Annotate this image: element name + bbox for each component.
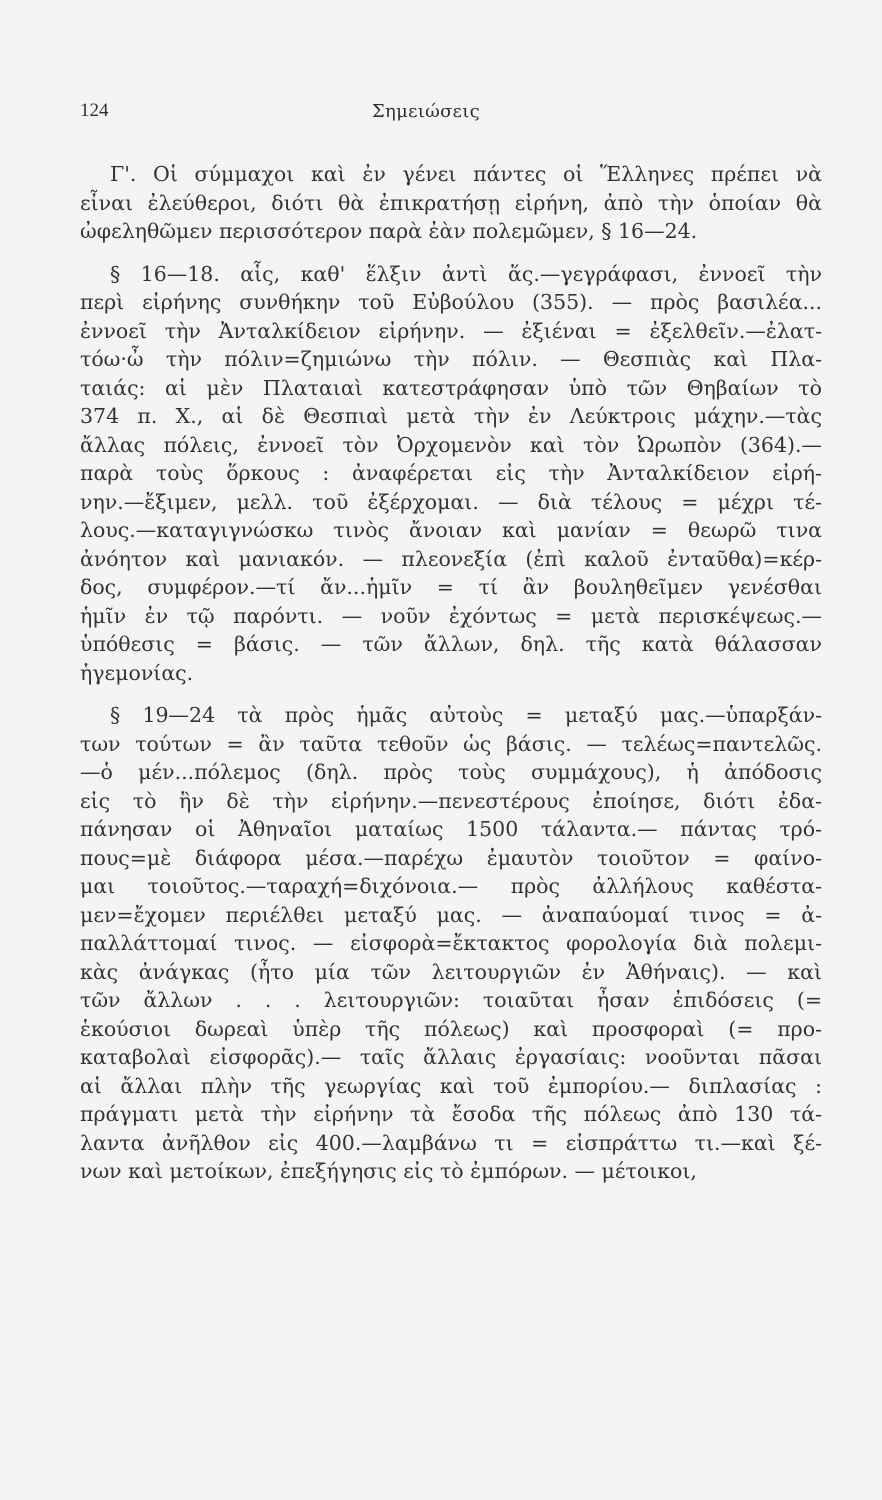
text-line: πράγματι μετὰ τὴν εἰρήνην τὰ ἔσοδα τῆς πόλεως ἀπὸ 130 τά- [80,1102,822,1126]
page-number: 124 [80,100,109,121]
page-header [80,100,800,130]
running-title: Σημειώσεις [372,101,481,122]
text-line: ὠφεληθῶμεν περισσότερον παρὰ ἐὰν πολεμῶμεν, § 16—24. [80,219,698,243]
text-line: λαντα ἀνῆλθον εἰς 400.—λαμβάνω τι = εἰσπράττω τι.—καὶ ξέ- [80,1130,822,1155]
text-line: λους.—καταγιγνώσκω τινὸς ἄνοιαν καὶ μανίαν = θεωρῶ τινα [80,518,822,542]
text-line: ἀνόητον καὶ μανιακόν. — πλεονεξία (ἐπὶ καλοῦ ἐνταῦθα)=κέρ- [80,546,822,571]
text-line: παλλάττομαί τινος. — εἰσφορὰ=ἔκτακτος φορολογία διὰ πολεμι- [80,931,822,955]
text-line: κὰς ἀνάγκας (ἦτο μία τῶν λειτουργιῶν ἐν Ἀθήναις). — καὶ [80,959,822,984]
text-line: ταιάς: αἱ μὲν Πλαταιαὶ κατεστράφησαν ὑπὸ τῶν Θηβαίων τὸ [80,375,822,400]
text-line: § 16—18. αἷς, καθ' ἕλξιν ἀντὶ ἅς.—γεγράφασι, ἐννοεῖ τὴν [110,261,822,286]
text-line: ἑκούσιοι δωρεαὶ ὑπὲρ τῆς πόλεως) καὶ προσφοραὶ (= προ- [80,1016,822,1041]
paragraph-3 [80,701,822,1186]
text-line: πάνησαν οἱ Ἀθηναῖοι ματαίως 1500 τάλαντα.— πάντας τρό- [80,817,822,841]
text-line: καταβολαὶ εἰσφορᾶς).— ταῖς ἄλλαις ἐργασίαις: νοοῦνται πᾶσαι [80,1045,822,1069]
notes-body [80,160,822,1200]
text-line: ἡγεμονίας. [80,660,194,685]
text-line: ἐννοεῖ τὴν Ἀνταλκίδειον εἰρήνην. — ἐξιέναι = ἐξελθεῖν.—ἐλατ- [80,318,822,343]
text-line: ὑπόθεσις = βάσις. — τῶν ἄλλων, δηλ. τῆς κατὰ θάλασσαν [80,632,822,656]
text-line: εἰς τὸ ἣν δὲ τὴν εἰρήνην.—πενεστέρους ἐποίησε, διότι ἐδα- [80,788,822,813]
text-line: τῶν ἄλλων . . . λειτουργιῶν: τοιαῦται ἦσαν ἐπιδόσεις (= [80,988,822,1012]
text-line: μεν=ἔχομεν περιέλθει μεταξύ μας. — ἀναπαύομαί τινος = ἀ- [80,902,822,927]
text-line: Γ'. Οἱ σύμμαχοι καὶ ἐν γένει πάντες οἱ Ἕλληνες πρέπει νὰ [110,162,822,186]
paragraph-1 [80,160,822,246]
text-line: 374 π. Χ., αἱ δὲ Θεσπιαὶ μετὰ τὴν ἐν Λεύκτροις μάχην.—τὰς [80,404,822,428]
text-line: εἶναι ἐλεύθεροι, διότι θὰ ἐπικρατήσῃ εἰρήνη, ἀπὸ τὴν ὁποίαν θὰ [80,190,822,215]
text-line: πους=μὲ διάφορα μέσα.—παρέχω ἐμαυτὸν τοιοῦτον = φαίνο- [80,845,822,870]
text-line: ἡμῖν ἐν τῷ παρόντι. — νοῦν ἐχόντως = μετὰ περισκέψεως.— [80,603,822,628]
text-line: νων καὶ μετοίκων, ἐπεξήγησις εἰς τὸ ἐμπόρων. — μέτοικοι, [80,1159,697,1183]
text-line: αἱ ἄλλαι πλὴν τῆς γεωργίας καὶ τοῦ ἐμπορίου.— διπλασίας : [80,1073,822,1098]
text-line: τόω·ὦ τὴν πόλιν=ζημιώνω τὴν πόλιν. — Θεσπιὰς καὶ Πλα- [80,347,822,371]
text-line: μαι τοιοῦτος.—ταραχή=διχόνοια.— πρὸς ἀλλήλους καθέστα- [80,874,822,898]
paragraph-2 [80,260,822,688]
text-line: ἄλλας πόλεις, ἐννοεῖ τὸν Ὀρχομενὸν καὶ τὸν Ὠρωπὸν (364).— [80,432,822,457]
text-line: —ὁ μέν...πόλεμος (δηλ. πρὸς τοὺς συμμάχους), ἡ ἀπόδοσις [80,760,822,784]
text-line: των τούτων = ἂν ταῦτα τεθοῦν ὡς βάσις. — τελέως=παντελῶς. [80,731,822,756]
text-line: § 19—24 τὰ πρὸς ἡμᾶς αὐτοὺς = μεταξύ μας.—ὑπαρξάν- [110,703,822,727]
text-line: νην.—ἔξιμεν, μελλ. τοῦ ἐξέρχομαι. — διὰ τέλους = μέχρι τέ- [80,489,822,514]
text-line: παρὰ τοὺς ὅρκους : ἀναφέρεται εἰς τὴν Ἀνταλκίδειον εἰρή- [80,461,822,485]
text-line: περὶ εἰρήνης συνθήκην τοῦ Εὐβούλου (355). — πρὸς βασιλέα... [80,290,822,314]
text-line: δος, συμφέρον.—τί ἄν...ἡμῖν = τί ἂν βουληθεῖμεν γενέσθαι [80,575,822,599]
